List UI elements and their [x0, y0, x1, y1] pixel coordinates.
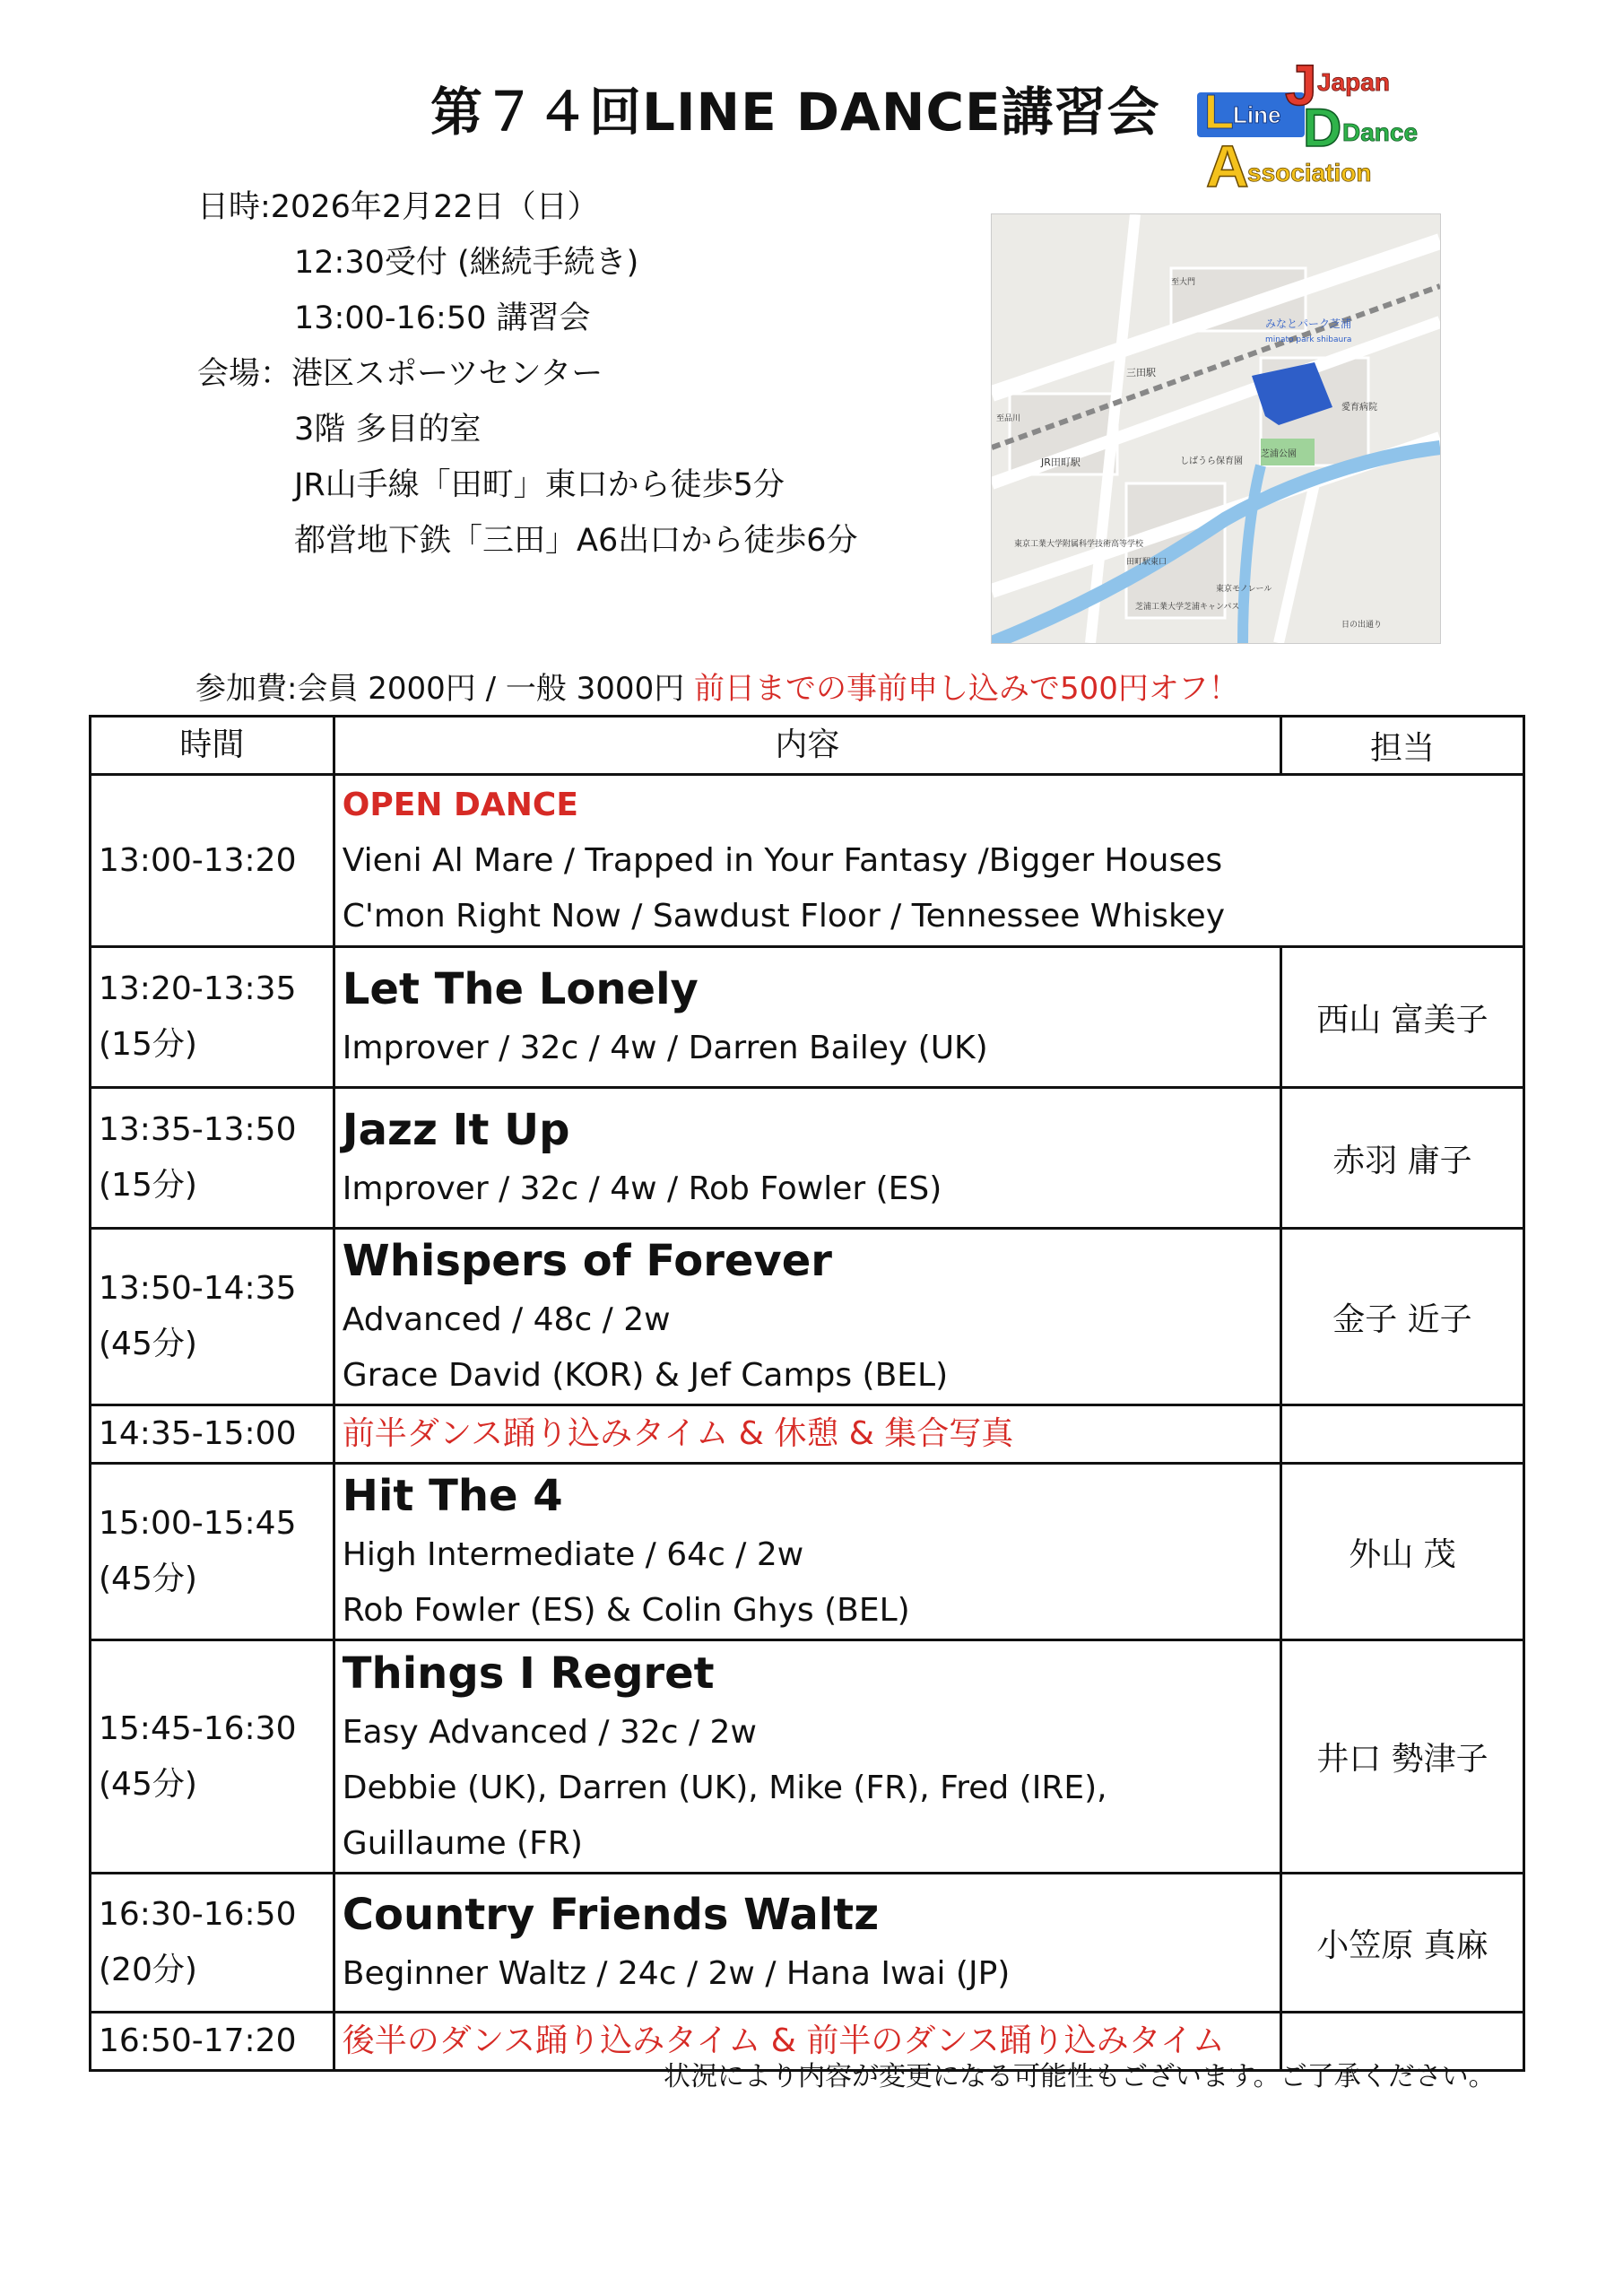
row-duration: (20分)	[99, 1952, 197, 1988]
dance-detail: Improver / 32c / 4w / Darren Bailey (UK)	[342, 1030, 988, 1066]
logo-association-text: ssociation	[1247, 159, 1372, 187]
row-time: 15:45-16:30	[99, 1709, 297, 1747]
logo-dance-text: Dance	[1342, 118, 1419, 146]
row-duration: (45分)	[99, 1561, 197, 1597]
logo-d-letter: D	[1303, 98, 1342, 158]
map-label-daimon: 至大門	[1171, 278, 1196, 287]
map-label-aiiku: 愛育病院	[1341, 403, 1377, 413]
break-text: 前半ダンス踊り込みタイム & 休憩 & 集合写真	[334, 1405, 1280, 1464]
event-info	[197, 179, 857, 569]
header-staff: 担当	[1280, 717, 1523, 775]
instructor: 金子 近子	[1280, 1229, 1523, 1405]
reception-line: 12:30受付 (継続手続き)	[294, 245, 639, 281]
dance-title: Jazz It Up	[342, 1105, 570, 1155]
room-line: 3階 多目的室	[294, 412, 482, 448]
logo-l-letter: L	[1204, 85, 1234, 139]
row-duration: (15分)	[99, 1167, 197, 1204]
jlda-logo	[1197, 58, 1502, 193]
open-time: 13:00-13:20	[91, 775, 334, 947]
fee-line	[195, 664, 1239, 708]
map-label-station-east: 田町駅東口	[1126, 558, 1167, 567]
dance-title: Hit The 4	[342, 1471, 563, 1521]
table-header-row	[91, 717, 1524, 775]
table-row	[91, 1229, 1524, 1405]
dance-title: Things I Regret	[342, 1648, 715, 1699]
dance-choreographers: Grace David (KOR) & Jef Camps (BEL)	[342, 1357, 949, 1394]
table-row-open	[91, 775, 1524, 947]
row-time: 13:20-13:35	[99, 970, 297, 1007]
row-duration: (15分)	[99, 1026, 197, 1063]
row-duration: (45分)	[99, 1765, 197, 1803]
row-time: 13:50-14:35	[99, 1270, 297, 1307]
access-line-subway: 都営地下鉄「三田」A6出口から徒歩6分	[294, 523, 858, 559]
table-row	[91, 1464, 1524, 1640]
logo-line-text: Line	[1233, 101, 1281, 128]
instructor: 井口 勢津子	[1280, 1640, 1523, 1874]
map-label-park-en: minato park shibaura	[1265, 335, 1352, 344]
map-label-shinagawa: 至品川	[996, 414, 1021, 423]
map-label-hoikuen: しばうら保育園	[1180, 457, 1243, 466]
dance-detail: High Intermediate / 64c / 2w	[342, 1536, 804, 1573]
fee-text: 参加費:会員 2000円 / 一般 3000円	[195, 671, 695, 707]
logo-a-letter: A	[1206, 133, 1249, 193]
instructor: 小笠原 真麻	[1280, 1874, 1523, 2013]
row-time: 16:30-16:50	[99, 1896, 297, 1933]
table-row	[91, 1874, 1524, 2013]
page-title: 第７４回LINE DANCE講習会	[430, 82, 1160, 143]
map-label-kouen: 芝浦公園	[1261, 449, 1297, 459]
dance-choreographers: Rob Fowler (ES) & Colin Ghys (BEL)	[342, 1592, 910, 1629]
open-content	[334, 775, 1523, 947]
table-row	[91, 1640, 1524, 1874]
date-line: 日時:2026年2月22日（日）	[197, 189, 599, 225]
dance-title: Country Friends Waltz	[342, 1890, 880, 1940]
dance-title: Whispers of Forever	[342, 1236, 832, 1286]
dance-detail: Beginner Waltz / 24c / 2w / Hana Iwai (JP)	[342, 1955, 1011, 1992]
access-map	[991, 213, 1441, 644]
row-time: 13:35-13:50	[99, 1111, 297, 1148]
venue-line: 会場：港区スポーツセンター	[197, 356, 603, 392]
map-label-school: 東京工業大学附属科学技術高等学校	[1014, 540, 1144, 549]
table-row-break	[91, 1405, 1524, 1464]
instructor: 西山 富美子	[1280, 947, 1523, 1088]
session-line: 13:00-16:50 講習会	[294, 300, 591, 336]
map-label-hinode: 日の出通り	[1341, 621, 1383, 630]
access-line-jr: JR山手線「田町」東口から徒歩5分	[294, 467, 785, 503]
logo-j-letter: J	[1285, 58, 1317, 117]
dance-detail: Easy Advanced / 32c / 2w	[342, 1713, 757, 1751]
instructor: 外山 茂	[1280, 1464, 1523, 1640]
break-text: 後半のダンス踊り込みタイム & 前半のダンス踊り込みタイム	[334, 2013, 1280, 2071]
dance-detail: Advanced / 48c / 2w	[342, 1301, 671, 1338]
instructor: 赤羽 庸子	[1280, 1088, 1523, 1229]
open-line-1: Vieni Al Mare / Trapped in Your Fantasy /Bigger Houses	[342, 841, 1223, 879]
logo-japan-text: Japan	[1317, 68, 1390, 96]
disclaimer-note: 状況により内容が変更になる可能性もございます。ご了承ください。	[664, 2061, 1496, 2092]
dance-choreographers: Debbie (UK), Darren (UK), Mike (FR), Fred (IRE),	[342, 1769, 1107, 1806]
map-label-park: みなとパーク芝浦	[1265, 317, 1352, 330]
dance-detail: Improver / 32c / 4w / Rob Fowler (ES)	[342, 1170, 942, 1207]
dance-choreographers-cont: Guillaume (FR)	[342, 1824, 583, 1862]
open-dance-label: OPEN DANCE	[342, 786, 578, 823]
map-label-campus: 芝浦工業大学芝浦キャンパス	[1135, 603, 1240, 612]
row-duration: (45分)	[99, 1326, 197, 1362]
map-label-monorail: 東京モノレール	[1216, 585, 1272, 594]
map-label-tamachi: JR田町駅	[1041, 457, 1081, 468]
dance-title: Let The Lonely	[342, 964, 699, 1014]
row-time: 15:00-15:45	[99, 1505, 297, 1542]
table-row	[91, 947, 1524, 1088]
schedule-table	[89, 715, 1525, 2072]
header-time: 時間	[91, 717, 334, 775]
header-content: 内容	[334, 717, 1280, 775]
open-line-2: C'mon Right Now / Sawdust Floor / Tennessee Whiskey	[342, 897, 1225, 935]
fee-discount: 前日までの事前申し込みで500円オフ！	[694, 671, 1239, 707]
map-label-mita: 三田駅	[1126, 367, 1156, 378]
break-time: 16:50-17:20	[91, 2013, 334, 2071]
table-row	[91, 1088, 1524, 1229]
break-time: 14:35-15:00	[91, 1405, 334, 1464]
